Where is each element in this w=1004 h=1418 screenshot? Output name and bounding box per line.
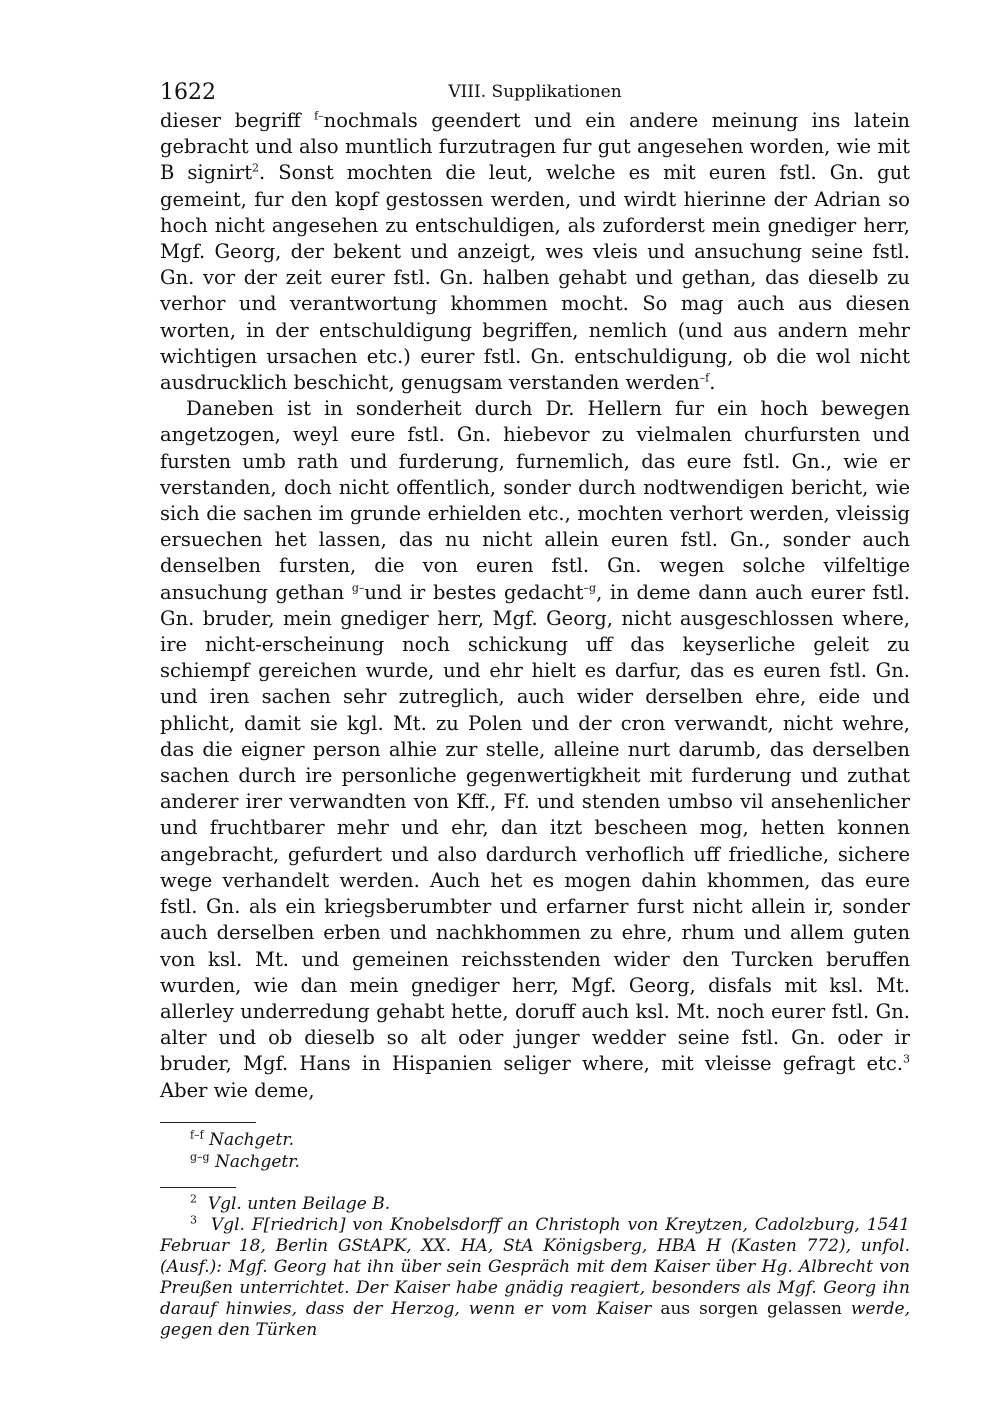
textual-notes [160,1129,910,1173]
footnote-number: 3 [190,1213,197,1227]
footnote-ref-2[interactable]: 2 [252,161,260,175]
textual-note-mark: f–f [190,1128,204,1142]
running-header [160,80,910,108]
text-run: . [709,371,716,395]
footnotes-rule [160,1187,910,1188]
text-run: , in deme dann auch eurer fstl. Gn. bruder, mein gnediger herr, Mgf. Georg, nicht ausgeschlossen where, ire nicht-erscheinung noch schickung uff das keyserliche geleit zu schiempf gereichen wurde, und ehr hielt es darfur, das es euren fstl. Gn. und iren sachen sehr zutreglich, auch wider derselben ehre, eide und phlicht, damit sie kgl. Mt. zu Polen und der cron verwandt, nicht wehre, das die eigner person alhie zur stelle, alleine nurt darumb, das derselben sachen durch ire personliche gegenwertigkheit mit furderung und zuthat anderer irer verwandten von Kff., Ff. und stenden umbso vil ansehenlicher und fruchtbarer mehr und ehr, dan itzt bescheen mog, hetten konnen angebracht, gefurdert und also dardurch verhoflich uff friedliche, sichere wege verhandelt werden. Auch het es mogen dahin khommen, das eure fstl. Gn. als ein kriegsberumbter und erfarner furst nicht allein ir, sonder auch derselben erben und nachkhommen zu ehre, rhum und allem guten von ksl. Mt. und gemeinen reichsstenden wider den Turcken beruffen wurden, wie dan mein gnediger herr, Mgf. Georg, disfals mit ksl. Mt. allerley underredung gehabt hette, doruff auch ksl. Mt. noch eurer fstl. Gn. alter und ob dieselb so alt oder junger wedder seine fstl. Gn. oder ir bruder, Mgf. Hans in Hispanien seliger where, mit vleisse gefragt etc. [160,580,910,1076]
textual-note-mark: g–g [190,1150,210,1164]
page [160,80,910,1341]
paragraph-1 [160,108,910,396]
note-mark-f-open: f– [314,109,324,123]
text-run: Daneben ist in sonderheit durch Dr. Hellern fur ein hoch bewegen angetzogen, weyl eure fstl. Gn. hiebevor zu vielmalen churfursten und fursten umb rath und furderung, furnemlich, das eure fstl. Gn., wie er verstanden, doch nicht offentlich, sonder durch nodtwendigen bericht, wie sich die sachen im grunde erhielden etc., mochten verhort werden, vleissig ersuechen het lassen, das nu nicht allein euren fstl. Gn., sonder auch denselben fursten, die von euren fstl. Gn. wegen solche vilfeltige ansuchung gethan [160,397,910,604]
footnote-ref-3[interactable]: 3 [903,1052,910,1066]
textual-note [160,1151,910,1173]
footnote-text: werde, gegen den Türken [160,1298,910,1340]
text-run: dieser begriff [160,109,315,132]
text-run: Aber wie deme, [160,1078,315,1102]
footnote-text-roman: aus sorgen gelassen [651,1298,851,1319]
text-run: . Sonst mochten die leut, welche es mit euren fstl. Gn. gut gemeint, fur den kopf gestossen werden, und wirdt hierinne der Adrian so hoch nicht angesehen zu entschuldigen, als zuforderst mein gnediger herr, Mgf. Georg, der bekent und anzeigt, wes vleis und ansuchung seine fstl. Gn. vor der zeit eurer fstl. Gn. halben gehabt und gethan, das dieselb zu verhor und verantwortung khommen mocht. So mag auch aus diesen worten, in der entschuldigung begriffen, nemlich (und aus andern mehr wichtigen ursachen etc.) eurer fstl. Gn. entschuldigung, ob die wol nicht ausdrucklich beschicht, genugsam verstanden werden [160,161,910,395]
note-mark-g-close: –g [583,581,597,595]
running-title: VIII. Supplikationen [448,82,622,102]
textual-note-text: Nachgetr. [215,1151,300,1172]
note-mark-f-close: –f [699,371,710,385]
paragraph-2 [160,396,910,1103]
footnote-text: Vgl. unten Beilage B. [207,1193,391,1214]
footnote-2 [160,1194,910,1215]
text-run: und ir bestes gedacht [364,580,584,604]
footnote-3 [160,1215,910,1341]
footnote-number: 2 [190,1192,197,1206]
page-number: 1622 [160,80,216,105]
note-mark-g-open: g– [351,581,365,595]
textual-notes-rule [160,1122,910,1123]
footnote-text: Vgl. F[riedrich] von Knobelsdorff an Christoph von Kreytzen, Cadolzburg, 1541 Februar 18, Berlin GStAPK, XX. HA, StA Königsberg, HBA H (Kasten 772), unfol. (Ausf.): Mgf. Georg hat ihn über sein Gespräch mit dem Kaiser über Hg. Albrecht von Preußen unterrichtet. Der Kaiser habe gnädig reagiert, besonders als Mgf. Georg ihn darauf hinwies, dass der Herzog, wenn er vom Kaiser [160,1214,910,1319]
text-run: nochmals geendert und ein andere meinung ins latein gebracht und also muntlich furzutragen fur gut angesehen worden, wie mit B signirt [160,109,910,185]
main-text [160,108,910,1104]
footnotes [160,1194,910,1341]
textual-note [160,1129,910,1151]
textual-note-text: Nachgetr. [209,1129,294,1150]
